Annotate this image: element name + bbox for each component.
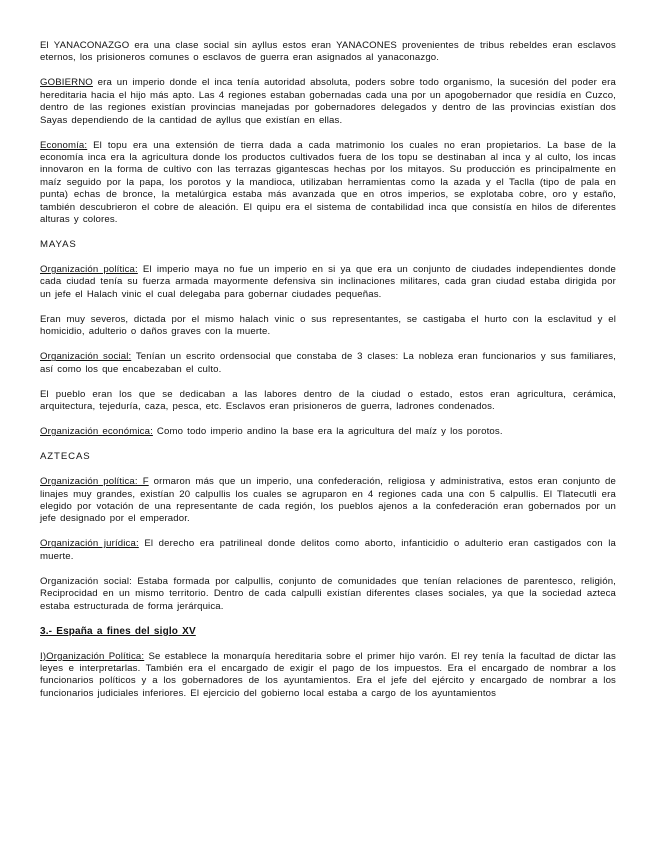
espana-prefix: I) — [40, 650, 47, 662]
aztecas-politica-label: Organización política: F — [40, 476, 149, 488]
economia-text: El topu era una extensión de tierra dada a cada matrimonio los cuales no eran propietarios. La base de la economía inca era la agricultura donde los productos cultivados fuera de los topu se destinaban al inca y al culto, los incas innovaron en la forma de cultivo con las terrazas gigantescas hechas por los mitayos. Su producción es principalmente en maíz seguido por la papa, los porotos y la mandioca, utilizaban herramientas como la azada y el Taclla (tipo de pala en punta) echas de bronce, la metalúrgica estaba más avanzada que en otros imperios, se explotaba cobre, oro y estaño, también descubrieron el cobre de aleación. El quipu era el sistema de contabilidad inca que consistía en hilos de diferentes alturas y colores. — [40, 139, 616, 226]
paragraph-aztecas-juridica — [40, 538, 616, 563]
paragraph-aztecas-social: Organización social: Estaba formada por calpullis, conjunto de comunidades que tenían relaciones de parentesco, religión, Reciprocidad en un mismo territorio. Dentro de cada calpulli existían diferentes clases sociales, ya que la sociedad azteca estaba estructurada de forma jerárquica. — [40, 575, 616, 612]
gobierno-text: era un imperio donde el inca tenía autoridad absoluta, poders sobre todo organismo, la sucesión del poder era hereditaria hacia el hijo más apto. Las 4 regiones estaban gobernadas cada una por un apogobernador que residía en Cuzco, dentro de las regiones existían provincias manejadas por gobernadores delegados y dentro de las provincias existían dos Sayas dependiendo de la cantidad de ayllus que existían en ellas. — [40, 77, 616, 126]
economia-label: Economía: — [40, 139, 88, 151]
paragraph-economia — [40, 140, 616, 227]
paragraph-aztecas-politica — [40, 476, 616, 526]
mayas-social-label: Organización social: — [40, 351, 132, 363]
mayas-social-text: Tenían un escrito ordensocial que constaba de 3 clases: La nobleza eran funcionarios y sus familiares, así como los que encabezaban el culto. — [40, 351, 616, 375]
aztecas-juridica-label: Organización jurídica: — [40, 538, 139, 550]
paragraph-mayas-social — [40, 351, 616, 376]
paragraph-gobierno — [40, 77, 616, 127]
aztecas-juridica-text: El derecho era patrilineal donde delitos como aborto, infanticidio o adulterio eran castigados con la muerte. — [40, 538, 616, 562]
mayas-economica-text: Como todo imperio andino la base era la agricultura del maíz y los porotos. — [152, 426, 503, 438]
paragraph-mayas-politica — [40, 264, 616, 301]
paragraph-mayas-pueblo: El pueblo eran los que se dedicaban a las labores dentro de la ciudad o estado, estos eran agricultura, cerámica, arquitectura, tejeduría, caza, pesca, etc. Esclavos eran prisioneros de guerra, ladrones condenados. — [40, 388, 616, 413]
gobierno-label: GOBIERNO — [40, 77, 93, 89]
mayas-economica-label: Organización económica: — [40, 426, 153, 438]
mayas-politica-label: Organización política: — [40, 264, 138, 276]
paragraph-espana-politica — [40, 651, 616, 701]
espana-politica-text: Se establece la monarquía hereditaria sobre el primer hijo varón. El rey tenía la facultad de dictar las leyes e interpretarlas. También era el encargado de exigir el pago de los impuestos. Era el encargado de nombrar a los funcionarios políticos y a los gobernadores de los ayuntamientos. Era el jefe del ejército y encargado de nombrar a los funcionarios judiciales inferiores. El ejercicio del gobierno local estaba a cargo de los ayuntamientos — [40, 650, 616, 699]
section-title-espana: 3.- España a fines del siglo XV — [40, 625, 196, 637]
heading-mayas: MAYAS — [40, 239, 77, 251]
document-page — [40, 40, 616, 713]
paragraph-mayas-severos: Eran muy severos, dictada por el mismo halach vinic o sus representantes, se castigaba el hurto con la esclavitud y el homicidio, adulterio o daños graves con la muerte. — [40, 313, 616, 338]
paragraph-yanaconazgo: El YANACONAZGO era una clase social sin ayllus estos eran YANACONES provenientes de tribus rebeldes eran esclavos eternos, los prisioneros comunes o esclavos de guerra eran asignados al yanaconazgo. — [40, 40, 616, 64]
mayas-politica-text: El imperio maya no fue un imperio en si ya que era un conjunto de ciudades independientes donde cada ciudad tenía su fuerza armada mayormente defensiva sin inclinaciones militares, cada gran ciudad estaba dirigida por un jefe el Halach vinic el cual delegaba para gobernar ciudades pequeñas. — [40, 264, 616, 300]
espana-politica-label: Organización Política: — [46, 650, 145, 662]
aztecas-politica-text: ormaron más que un imperio, una confederación, religiosa y administrativa, estos eran conjunto de linajes muy grandes, existían 20 calpullis los cuales se agruparon en 4 regiones cada una con 5 calpullis. El Tlatecutli era elegido por votación de una representante de cada región, los pueblos ajenos a la confederación eran gobernados por un jefe designado por el emperador. — [40, 476, 616, 525]
paragraph-mayas-economica — [40, 426, 616, 438]
heading-aztecas: AZTECAS — [40, 451, 91, 463]
